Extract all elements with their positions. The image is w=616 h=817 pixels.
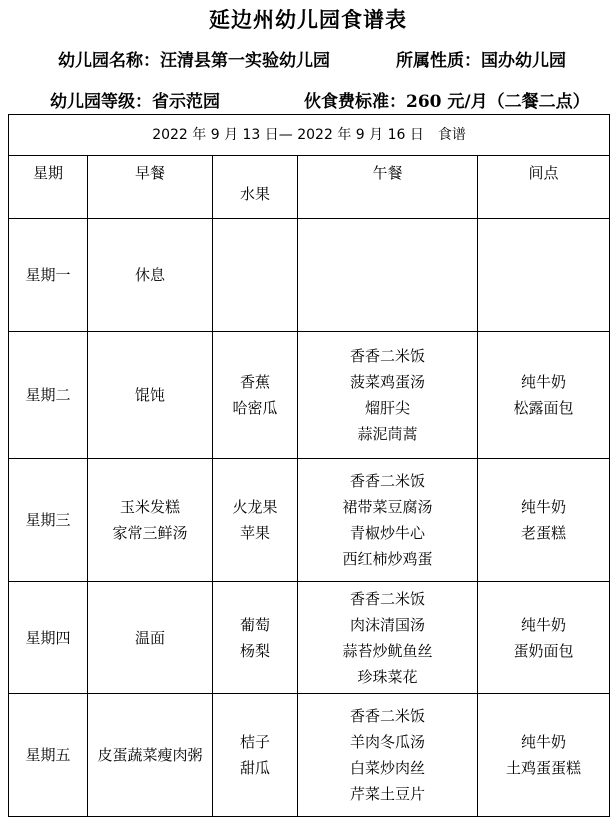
breakfast-item: 温面 — [134, 628, 165, 647]
lunch-cell — [298, 582, 478, 694]
lunch-item: 裙带菜豆腐汤 — [342, 498, 433, 516]
breakfast-item: 馄饨 — [134, 386, 165, 404]
kindergarten-nature: 所属性质：国办幼儿园 — [396, 51, 566, 71]
header-breakfast: 早餐 — [88, 156, 213, 219]
fruit-item: 哈密瓜 — [232, 399, 278, 417]
fruit-item: 葡萄 — [239, 615, 270, 634]
lunch-cell — [298, 459, 478, 582]
header-lunch: 午餐 — [298, 156, 478, 219]
date-range: 2022 年 9 月 13 日— 2022 年 9 月 16 日 食谱 — [9, 115, 610, 156]
fruit-item: 甜瓜 — [239, 759, 270, 777]
snack-item: 蛋奶面包 — [513, 641, 574, 660]
snack-cell — [478, 582, 610, 694]
table-row — [9, 459, 610, 582]
lunch-item: 青椒炒牛心 — [349, 524, 425, 542]
snack-item: 松露面包 — [513, 399, 574, 417]
fruit-item: 桔子 — [239, 733, 270, 751]
day-cell: 星期五 — [9, 694, 88, 817]
header-day: 星期 — [9, 156, 88, 219]
table-row — [9, 694, 610, 817]
lunch-item: 西红柿炒鸡蛋 — [342, 550, 433, 568]
breakfast-item: 休息 — [134, 266, 165, 284]
snack-cell — [478, 459, 610, 582]
fruit-cell — [213, 219, 298, 332]
lunch-item: 香香二米饭 — [349, 472, 425, 490]
fruit-cell — [213, 459, 298, 582]
header-row — [9, 156, 610, 219]
breakfast-cell — [88, 332, 213, 459]
breakfast-cell — [88, 219, 213, 332]
lunch-item: 白菜炒肉丝 — [349, 759, 425, 777]
snack-cell — [478, 694, 610, 817]
lunch-item: 香香二米饭 — [349, 347, 425, 365]
breakfast-item: 家常三鲜汤 — [112, 524, 188, 542]
fruit-cell — [213, 332, 298, 459]
meal-fee-standard: 伙食费标准：260 元/月（二餐二点） — [304, 92, 590, 112]
page-title: 延边州幼儿园食谱表 — [209, 7, 407, 32]
lunch-item: 蒜泥茼蒿 — [357, 425, 418, 443]
snack-item: 纯牛奶 — [521, 733, 567, 751]
snack-item: 土鸡蛋蛋糕 — [506, 759, 582, 777]
table-row — [9, 332, 610, 459]
day-cell: 星期四 — [9, 582, 88, 694]
day-cell: 星期二 — [9, 332, 88, 459]
snack-cell — [478, 219, 610, 332]
date-range-row — [9, 115, 610, 156]
snack-item: 纯牛奶 — [521, 498, 567, 516]
lunch-item: 熘肝尖 — [364, 399, 410, 417]
fruit-cell — [213, 582, 298, 694]
lunch-item: 芹菜土豆片 — [349, 785, 425, 803]
snack-item: 纯牛奶 — [521, 615, 567, 634]
lunch-item: 珍珠菜花 — [357, 667, 418, 686]
menu-table — [8, 114, 610, 817]
kindergarten-level: 幼儿园等级：省示范园 — [50, 92, 220, 112]
lunch-cell — [298, 694, 478, 817]
header-snack: 间点 — [478, 156, 610, 219]
lunch-item: 肉沫清国汤 — [349, 615, 425, 634]
day-cell: 星期三 — [9, 459, 88, 582]
lunch-item: 菠菜鸡蛋汤 — [349, 373, 425, 391]
lunch-item: 羊肉冬瓜汤 — [349, 733, 425, 751]
fruit-item: 苹果 — [239, 524, 270, 542]
breakfast-item: 玉米发糕 — [119, 498, 180, 516]
lunch-cell — [298, 219, 478, 332]
lunch-item: 香香二米饭 — [349, 707, 425, 725]
breakfast-cell — [88, 694, 213, 817]
lunch-cell — [298, 332, 478, 459]
snack-item: 老蛋糕 — [521, 524, 567, 542]
breakfast-item: 皮蛋蔬菜瘦肉粥 — [97, 746, 203, 764]
snack-cell — [478, 332, 610, 459]
table-row — [9, 219, 610, 332]
fruit-item: 香蕉 — [239, 373, 270, 391]
snack-item: 纯牛奶 — [521, 373, 567, 391]
table-row — [9, 582, 610, 694]
fruit-item: 火龙果 — [232, 498, 278, 516]
breakfast-cell — [88, 582, 213, 694]
kindergarten-name: 幼儿园名称：汪清县第一实验幼儿园 — [58, 51, 330, 71]
fruit-cell — [213, 694, 298, 817]
lunch-item: 蒜苔炒鱿鱼丝 — [342, 641, 433, 660]
day-cell: 星期一 — [9, 219, 88, 332]
breakfast-cell — [88, 459, 213, 582]
lunch-item: 香香二米饭 — [349, 589, 425, 608]
header-fruit: 水果 — [213, 156, 298, 219]
fruit-item: 杨梨 — [239, 641, 270, 660]
